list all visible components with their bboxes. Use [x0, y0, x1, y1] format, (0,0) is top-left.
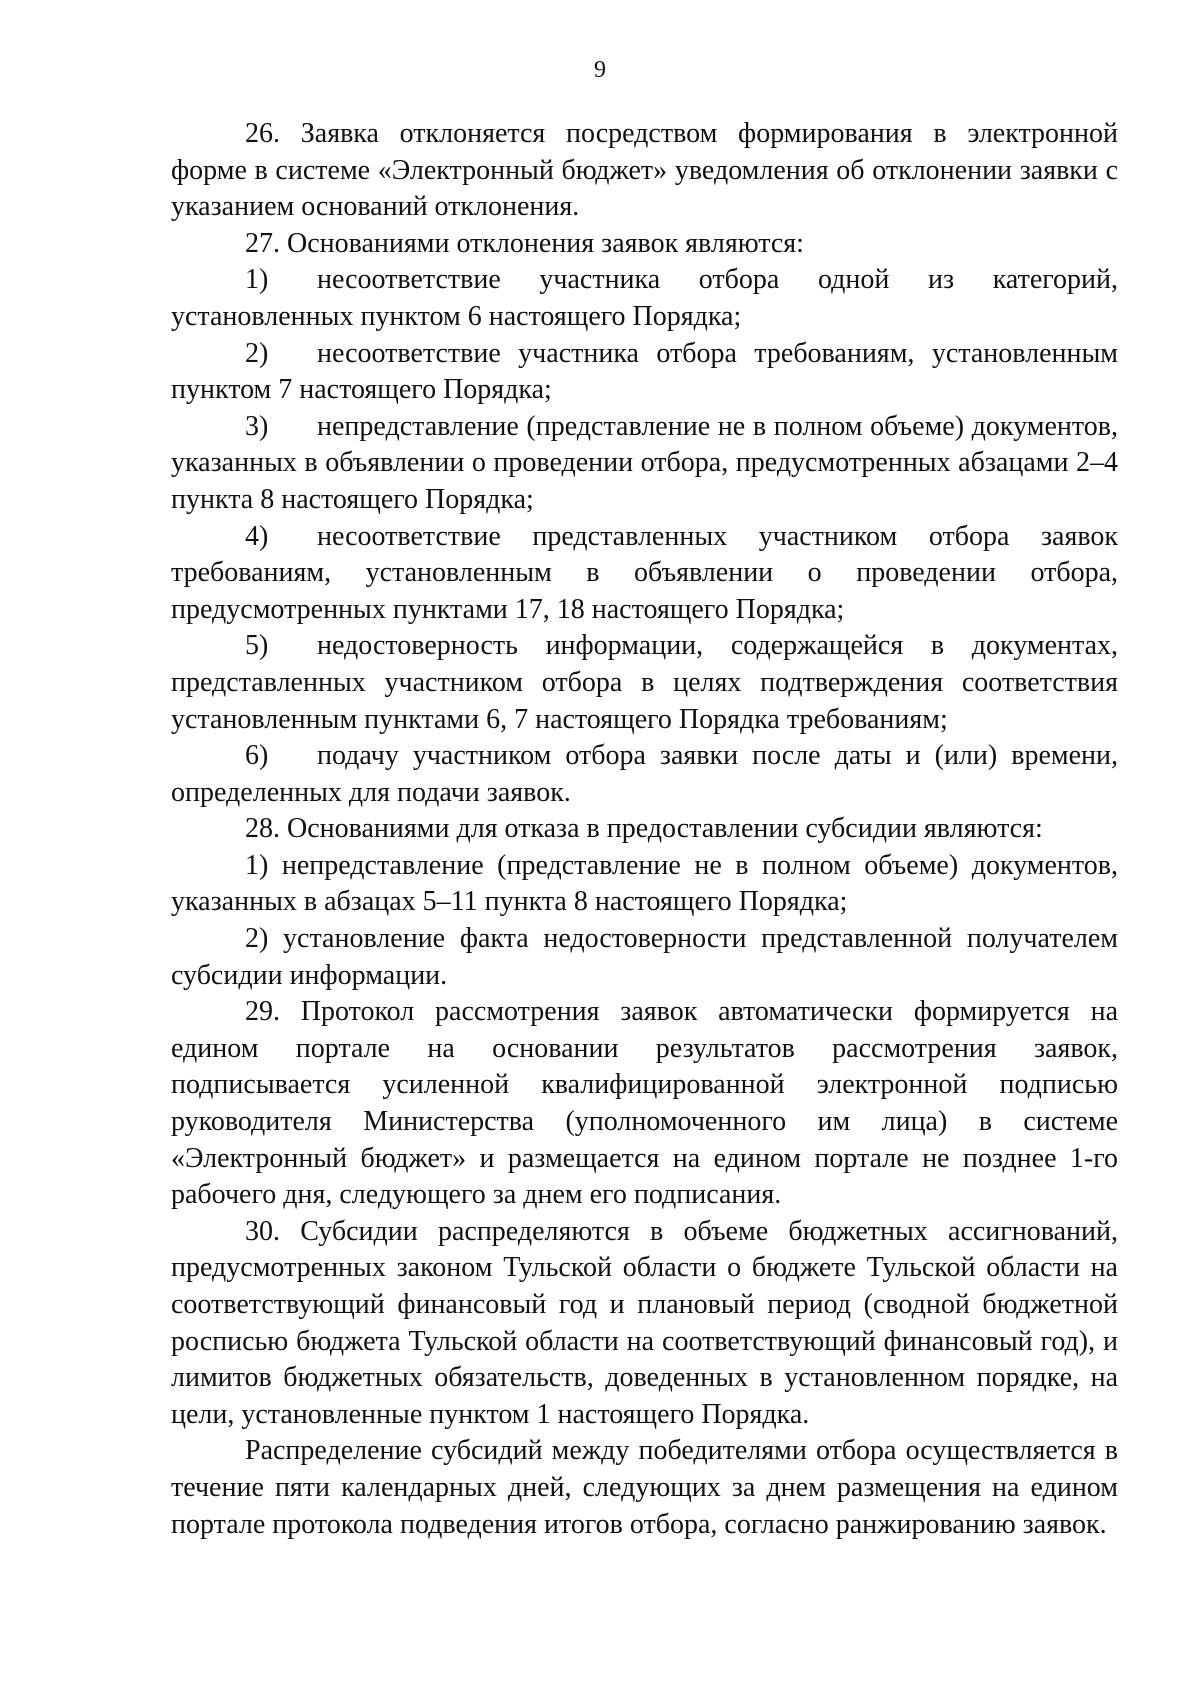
paragraph-text: несоответствие представленных участником отбора заявок требованиям, установленным в объявлении о проведении отбора, предусмотренных пунктами 17, 18 настоящего Порядка; — [171, 520, 1118, 625]
paragraph — [171, 226, 1118, 263]
paragraph-text: непредставление (представление не в полном объеме) документов, указанных в объявлении о проведении отбора, предусмотренных абзацами 2–4 пункта 8 настоящего Порядка; — [171, 410, 1118, 515]
paragraph-text: Распределение субсидий между победителями отбора осуществляется в течение пяти календарных дней, следующих за днем размещения на едином портале протокола подведения итогов отбора, согласно ранжированию заявок. — [171, 1435, 1118, 1540]
list-item-number: 2) — [245, 337, 269, 369]
document-body — [171, 116, 1118, 1543]
paragraph-text: подачу участником отбора заявки после даты и (или) времени, определенных для подачи заявок. — [171, 740, 1118, 808]
paragraph — [171, 116, 1118, 226]
paragraph — [171, 1214, 1118, 1434]
paragraph — [171, 848, 1118, 921]
list-item-number: 6) — [245, 740, 269, 772]
paragraph — [171, 921, 1118, 994]
paragraph — [171, 628, 1118, 738]
paragraph — [171, 811, 1118, 848]
list-item-number: 5) — [245, 630, 269, 662]
page-number: 9 — [594, 57, 606, 83]
paragraph-text: несоответствие участника отбора требованиям, установленным пунктом 7 настоящего Порядка; — [171, 337, 1118, 406]
paragraph-text: 30. Субсидии распределяются в объеме бюджетных ассигнований, предусмотренных законом Тульской области о бюджете Тульской области на соответствующий финансовый год и плановый период (сводной бюджетной росписью бюджета Тульской области на соответствующий финансовый год), и лимитов бюджетных обязательств, доведенных в установленном порядке, на цели, установленные пунктом 1 настоящего Порядка. — [171, 1215, 1118, 1430]
paragraph-text: 1) непредставление (представление не в полном объеме) документов, указанных в абзацах 5–11 пункта 8 настоящего Порядка; — [171, 849, 1118, 918]
paragraph — [171, 738, 1118, 811]
list-item-number: 4) — [245, 520, 269, 552]
paragraph-text: 27. Основаниями отклонения заявок являются: — [245, 227, 804, 259]
paragraph — [171, 262, 1118, 335]
paragraph-text: несоответствие участника отбора одной из категорий, установленных пунктом 6 настоящего Порядка; — [171, 264, 1118, 332]
paragraph-text: 29. Протокол рассмотрения заявок автоматически формируется на едином портале на основании результатов рассмотрения заявок, подписывается усиленной квалифицированной электронной подписью руководителя Министерства (уполномоченного им лица) в системе «Электронный бюджет» и размещается на едином портале не позднее 1-го рабочего дня, следующего за днем его подписания. — [171, 996, 1118, 1211]
list-item-number: 3) — [245, 410, 269, 442]
paragraph — [171, 409, 1118, 519]
paragraph — [171, 519, 1118, 629]
paragraph-text: 28. Основаниями для отказа в предоставлении субсидии являются: — [245, 813, 1043, 845]
paragraph — [171, 994, 1118, 1214]
list-item-number: 1) — [245, 264, 269, 296]
paragraph-text: 2) установление факта недостоверности представленной получателем субсидии информации. — [171, 923, 1118, 991]
paragraph — [171, 336, 1118, 409]
paragraph-text: 26. Заявка отклоняется посредством формирования в электронной форме в системе «Электронный бюджет» уведомления об отклонении заявки с указанием оснований отклонения. — [171, 118, 1118, 223]
paragraph — [171, 1433, 1118, 1543]
paragraph-text: недостоверность информации, содержащейся в документах, представленных участником отбора в целях подтверждения соответствия установленным пунктами 6, 7 настоящего Порядка требованиям; — [171, 630, 1118, 735]
